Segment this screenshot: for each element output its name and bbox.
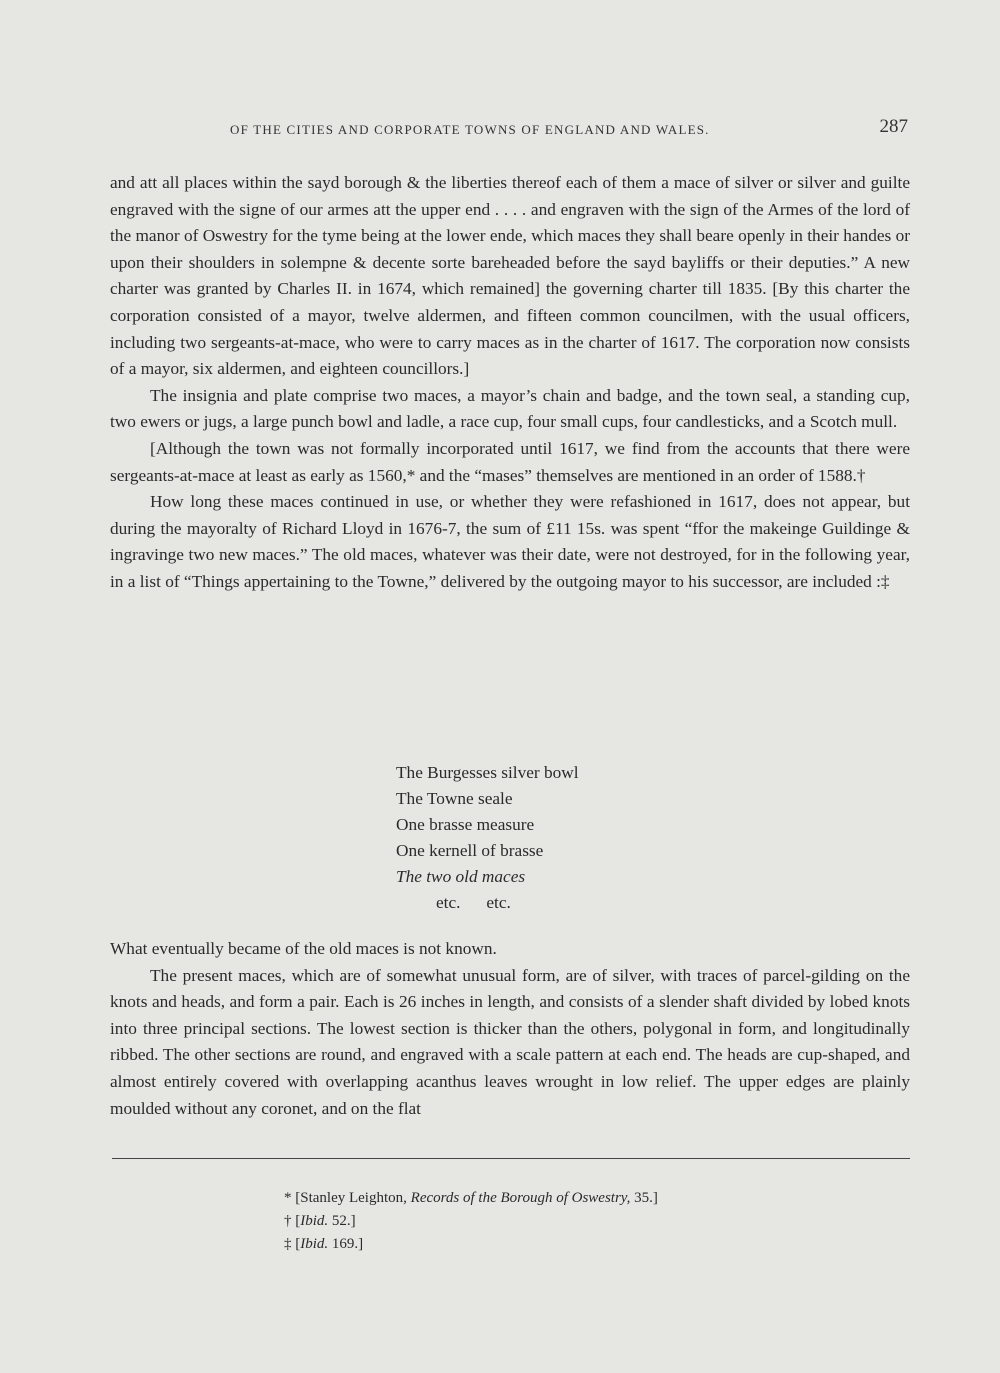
inventory-list bbox=[396, 760, 696, 916]
paragraph: The present maces, which are of somewhat unusual form, are of silver, with traces of parcel-gilding on the knots and heads, and form a pair. Each is 26 inches in length, and consists of a slender shaft divided by lobed knots into three principal sections. The lowest section is thicker than the others, polygonal in form, and longitudinally ribbed. The other sections are round, and engraved with a scale pattern at each end. The heads are cup-shaped, and almost entirely covered with overlapping acanthus leaves wrought in low relief. The upper edges are plainly moulded without any coronet, and on the flat bbox=[110, 965, 910, 1118]
footnote-title: Ibid. bbox=[300, 1213, 329, 1229]
list-item: The Towne seale bbox=[396, 789, 513, 808]
running-title: OF THE CITIES AND CORPORATE TOWNS OF ENGLAND AND WALES. bbox=[230, 122, 710, 137]
footnote-prefix: [Stanley Leighton, bbox=[295, 1190, 407, 1206]
paragraph: [Although the town was not formally incorporated until 1617, we find from the accounts that there were sergeants-at-mace at least as early as 1560,* and the “mases” themselves are mentioned in an order of 1588.† bbox=[110, 438, 910, 485]
main-text bbox=[110, 170, 910, 596]
list-item: One kernell of brasse bbox=[396, 841, 544, 860]
footnotes bbox=[284, 1187, 884, 1256]
paragraph: The insignia and plate comprise two maces, a mayor’s chain and badge, and the town seal, a standing cup, two ewers or jugs, a large punch bowl and ladle, a race cup, four small cups, four candlesticks, and a Scotch mull. bbox=[110, 385, 910, 432]
list-item: The two old maces bbox=[396, 867, 526, 886]
list-item: The Burgesses silver bowl bbox=[396, 763, 579, 782]
footnote-title: Records of the Borough of Oswestry, bbox=[410, 1190, 631, 1206]
paragraph: What eventually became of the old maces is not known. bbox=[110, 939, 497, 958]
footnote bbox=[284, 1187, 884, 1210]
footnote-prefix: [ bbox=[295, 1236, 301, 1252]
footnote-suffix: 52.] bbox=[331, 1213, 356, 1229]
paragraph: and att all places within the sayd borough & the liberties thereof each of them a mace of silver or silver and guilte engraved with the signe of our armes att the upper end . . . . and engraven with the sign of the Armes of the lord of the manor of Oswestry for the tyme being at the lower ende, which maces they shall beare openly in their handes or upon their shoulders in solempne & decente sorte bareheaded before the sayd bayliffs or their deputies.” A new charter was granted by Charles II. in 1674, which remained] the governing charter till 1835. [By this charter the corporation consisted of a mayor, twelve aldermen, and fifteen common councilmen, with the usual officers, including two sergeants-at-mace, who were to carry maces as in the charter of 1617. The corporation now consists of a mayor, six aldermen, and eighteen councillors.] bbox=[110, 173, 910, 379]
footnote bbox=[284, 1210, 884, 1233]
footnote-prefix: [ bbox=[295, 1213, 301, 1229]
footnote-suffix: 169.] bbox=[331, 1236, 364, 1252]
paragraph: How long these maces continued in use, or whether they were refashioned in 1617, does not appear, but during the mayoralty of Richard Lloyd in 1676-7, the sum of £11 15s. was spent “ffor the makeinge Guildinge & ingravinge two new maces.” The old maces, whatever was their date, were not destroyed, for in the following year, in a list of “Things appertaining to the Towne,” delivered by the outgoing mayor to his successor, are included :‡ bbox=[110, 492, 910, 591]
page-number: 287 bbox=[879, 116, 908, 137]
footnote-divider bbox=[112, 1158, 910, 1159]
footnote-mark: * bbox=[284, 1190, 292, 1206]
footnote-title: Ibid. bbox=[300, 1236, 329, 1252]
footnote-mark: † bbox=[284, 1213, 292, 1229]
list-item: etc. etc. bbox=[436, 893, 511, 912]
footnote bbox=[284, 1233, 884, 1256]
footnote-suffix: 35.] bbox=[634, 1190, 658, 1206]
list-item: One brasse measure bbox=[396, 815, 535, 834]
page-header bbox=[110, 116, 910, 142]
main-text-continued bbox=[110, 936, 910, 1122]
footnote-mark: ‡ bbox=[284, 1236, 292, 1252]
